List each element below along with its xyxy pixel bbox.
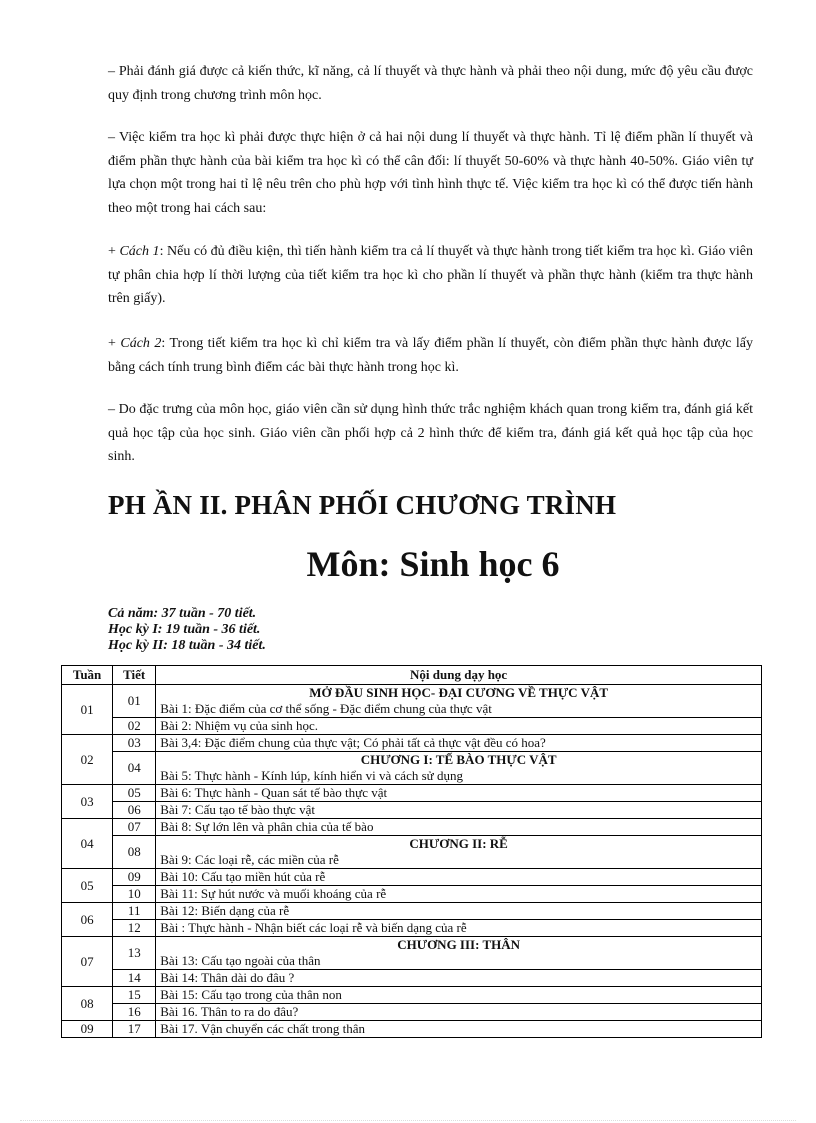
lesson-cell: Bài 6: Thực hành - Quan sát tế bào thực vật [156,785,762,802]
subject-title: Môn: Sinh học 6 [306,544,560,584]
week-cell: 08 [62,987,113,1021]
table-row [62,1021,762,1038]
table-row [62,802,762,819]
paragraph-objective-test: – Do đặc trưng của môn học, giáo viên cần sử dụng hình thức trắc nghiệm khách quan trong kiểm tra, đánh giá kết quả học tập của học sinh. Giáo viên cần phối hợp cả 2 hình thức để kiểm tra, đánh giá kết quả học tập của học sinh. [108,402,753,464]
week-cell: 06 [62,903,113,937]
period-cell: 08 [113,836,156,869]
section-heading: PH ẦN II. PHÂN PHỐI CHƯƠNG TRÌNH [108,490,617,520]
period-cell: 03 [113,735,156,752]
week-cell: 07 [62,937,113,987]
header-week: Tuần [62,666,113,685]
lesson-text: Bài 13: Cấu tạo ngoài của thân [160,953,321,968]
period-cell: 15 [113,987,156,1004]
method-2-text: : Trong tiết kiểm tra học kì chỉ kiểm tra và lấy điểm phần lí thuyết, còn điểm phần thực hành được lấy bằng cách tính trung bình điểm các bài thực hành trong học kì. [108,336,753,375]
period-cell: 10 [113,886,156,903]
summary-term-1: Học kỳ I: 19 tuần - 36 tiết. [108,622,261,637]
summary-year: Cả năm: 37 tuần - 70 tiết. [108,606,257,621]
table-row [62,819,762,836]
lesson-cell: Bài 11: Sự hút nước và muối khoáng của rễ [156,886,762,903]
table-row [62,735,762,752]
lesson-text: Bài 9: Các loại rễ, các miền của rễ [160,852,339,867]
period-cell: 14 [113,970,156,987]
header-content: Nội dung dạy học [156,666,762,685]
chapter-title: CHƯƠNG III: THÂN [397,937,521,952]
week-cell: 03 [62,785,113,819]
table-row [62,903,762,920]
paragraph-method-2 [108,332,753,379]
period-cell: 16 [113,1004,156,1021]
lesson-cell: Bài 3,4: Đặc điểm chung của thực vật; Có phải tất cả thực vật đều có hoa? [156,735,762,752]
method-2-label: Cách 2 [120,336,162,351]
period-cell: 12 [113,920,156,937]
content-cell [156,836,762,869]
table-row [62,937,762,970]
method-2-prefix: + [108,336,121,351]
table-row [62,1004,762,1021]
lesson-text: Bài 1: Đặc điểm của cơ thể sống - Đặc điểm chung của thực vật [160,701,492,716]
lesson-cell: Bài : Thực hành - Nhận biết các loại rễ và biến dạng của rễ [156,920,762,937]
lesson-cell: Bài 17. Vận chuyển các chất trong thân [156,1021,762,1038]
table-row [62,752,762,785]
table-row [62,869,762,886]
paragraph-method-1 [108,240,753,311]
week-cell: 09 [62,1021,113,1038]
method-1-prefix: + [108,244,120,259]
period-cell: 11 [113,903,156,920]
lesson-cell: Bài 14: Thân dài do đâu ? [156,970,762,987]
content-cell [156,937,762,970]
method-1-text: : Nếu có đủ điều kiện, thì tiến hành kiểm tra cả lí thuyết và thực hành trong tiết kiểm tra học kì. Giáo viên tự phân chia hợp lí thời lượng của tiết kiểm tra học kì cho phần lí thuyết và phần thực hành (kiểm tra thực hành trên giấy). [108,244,753,306]
lesson-text: Bài 5: Thực hành - Kính lúp, kính hiển vi và cách sử dụng [160,768,463,783]
lesson-cell: Bài 7: Cấu tạo tế bào thực vật [156,802,762,819]
table-row [62,836,762,869]
lesson-cell: Bài 12: Biến dạng của rễ [156,903,762,920]
period-cell: 01 [113,685,156,718]
table-row [62,970,762,987]
table-row [62,785,762,802]
chapter-title: MỞ ĐẦU SINH HỌC- ĐẠI CƯƠNG VỀ THỰC VẬT [309,685,609,700]
period-cell: 17 [113,1021,156,1038]
content-cell [156,752,762,785]
table-row [62,987,762,1004]
week-cell: 02 [62,735,113,785]
table-header-row [62,666,762,685]
chapter-title: CHƯƠNG II: RỄ [409,836,508,851]
header-period: Tiết [113,666,156,685]
week-cell: 01 [62,685,113,735]
lesson-cell: Bài 10: Cấu tạo miền hút của rễ [156,869,762,886]
week-cell: 05 [62,869,113,903]
table-row [62,685,762,718]
table-row [62,920,762,937]
table-row [62,718,762,735]
paragraph-semester-test: – Việc kiểm tra học kì phải được thực hiện ở cả hai nội dung lí thuyết và thực hành. Tỉ lệ điểm phần lí thuyết và điểm phần thực hành của bài kiểm tra học kì có thể cân đối: lí thuyết 50-60% và thực hành 40-50%. Giáo viên tự lựa chọn một trong hai tỉ lệ nêu trên cho phù hợp với tình hình thực tế. Việc kiểm tra học kì có thể được tiến hành theo một trong hai cách sau: [108,130,753,216]
curriculum-table [61,665,762,1038]
period-cell: 05 [113,785,156,802]
table-row [62,886,762,903]
lesson-cell: Bài 16. Thân to ra do đâu? [156,1004,762,1021]
week-cell: 04 [62,819,113,869]
method-1-label: Cách 1 [119,244,160,259]
period-cell: 13 [113,937,156,970]
chapter-title: CHƯƠNG I: TẾ BÀO THỰC VẬT [360,752,557,767]
content-cell [156,685,762,718]
period-cell: 07 [113,819,156,836]
period-cell: 04 [113,752,156,785]
page-bottom-divider [20,1120,796,1121]
period-cell: 02 [113,718,156,735]
lesson-cell: Bài 15: Cấu tạo trong của thân non [156,987,762,1004]
lesson-cell: Bài 2: Nhiệm vụ của sinh học. [156,718,762,735]
lesson-cell: Bài 8: Sự lớn lên và phân chia của tế bào [156,819,762,836]
summary-term-2: Học kỳ II: 18 tuần - 34 tiết. [108,638,266,653]
schedule-summary [108,606,266,654]
period-cell: 06 [113,802,156,819]
paragraph-assessment-scope: – Phải đánh giá được cả kiến thức, kĩ năng, cả lí thuyết và thực hành và phải theo nội dung, mức độ yêu cầu được quy định trong chương trình môn học. [108,64,753,103]
period-cell: 09 [113,869,156,886]
